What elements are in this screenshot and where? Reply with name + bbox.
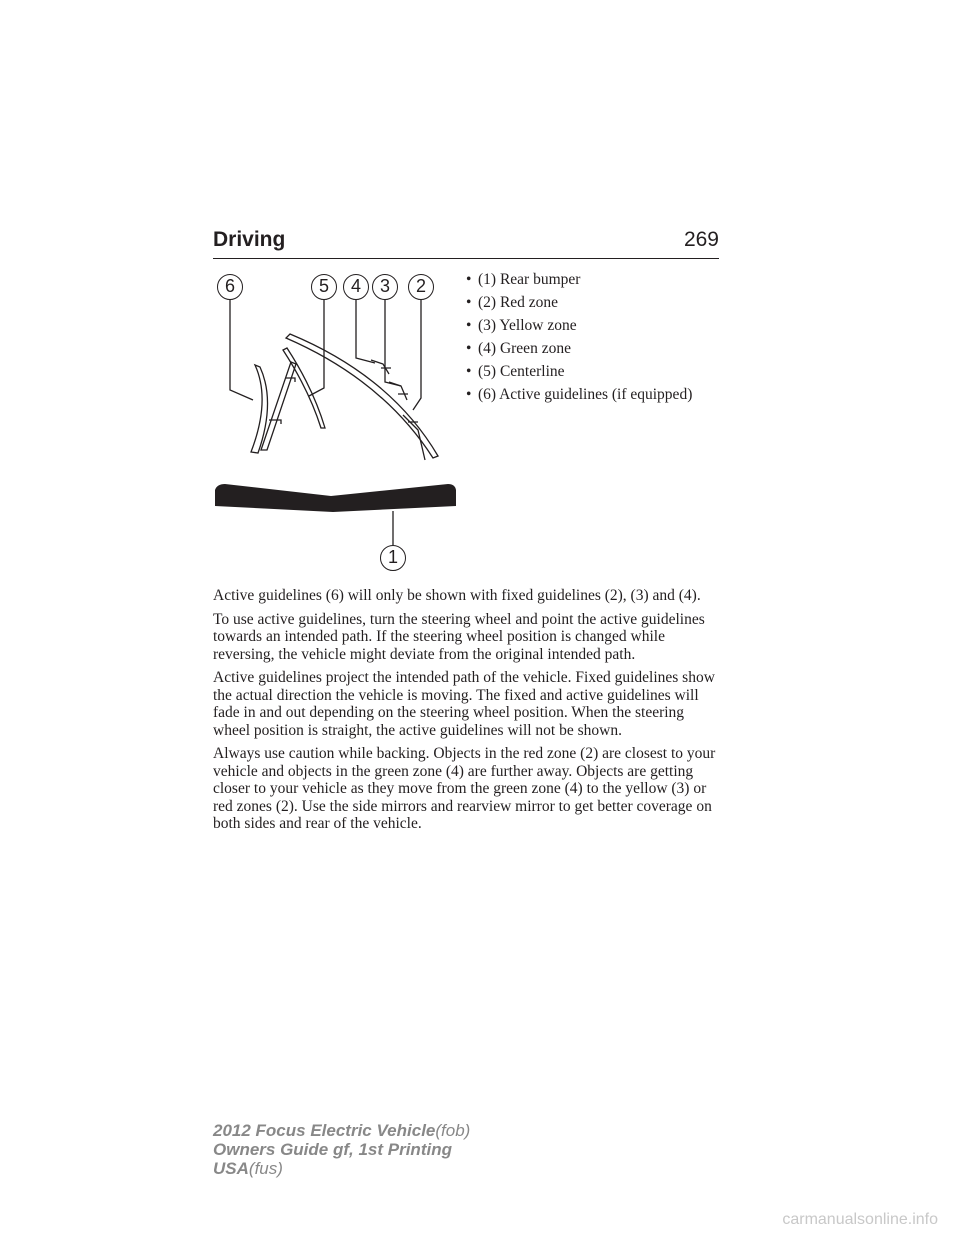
footer-market: USA bbox=[213, 1159, 249, 1178]
legend-item: • (2) Red zone bbox=[466, 294, 559, 311]
rear-camera-guidelines-figure bbox=[213, 270, 458, 575]
rear-bumper-1 bbox=[215, 484, 456, 512]
leader-2 bbox=[413, 298, 421, 410]
leader-5 bbox=[309, 298, 324, 396]
legend-item: • (6) Active guidelines (if equipped) bbox=[466, 386, 693, 403]
callout-2: 2 bbox=[408, 274, 434, 300]
footer-model-code: (fob) bbox=[435, 1121, 471, 1140]
leader-4 bbox=[356, 298, 375, 363]
callout-5: 5 bbox=[311, 274, 337, 300]
footer-guide: Owners Guide gf, 1st Printing bbox=[213, 1140, 452, 1159]
legend-item: • (5) Centerline bbox=[466, 363, 565, 380]
page-number: 269 bbox=[683, 228, 719, 251]
watermark: carmanualsonline.info bbox=[782, 1211, 938, 1228]
paragraph: To use active guidelines, turn the steering wheel and point the active guidelines towards an intended path. If the steering wheel position is changed while reversing, the vehicle might deviate from the original intended path. bbox=[213, 610, 705, 663]
inner-guideline-ticks bbox=[381, 368, 418, 422]
callout-3: 3 bbox=[372, 274, 398, 300]
callout-1: 1 bbox=[380, 545, 406, 571]
print-footer bbox=[213, 1121, 470, 1178]
paragraph: Active guidelines (6) will only be shown with fixed guidelines (2), (3) and (4). bbox=[213, 587, 701, 604]
legend-item: • (1) Rear bumper bbox=[466, 271, 581, 288]
paragraph: Active guidelines project the intended path of the vehicle. Fixed guidelines show the actual direction the vehicle is moving. The fixed and active guidelines will fade in and out depending on the steering wheel position. When the steering wheel position is straight, the active guidelines will not be shown. bbox=[213, 669, 715, 739]
callout-4: 4 bbox=[343, 274, 369, 300]
footer-market-code: (fus) bbox=[248, 1159, 283, 1178]
paragraph: Always use caution while backing. Objects in the red zone (2) are closest to your vehicle and objects in the green zone (4) are further away. Objects are getting closer to your vehicle as they move from the green zone (4) to the yellow (3) or red zones (2). Use the side mirrors and rearview mirror to get better coverage on both sides and rear of the vehicle. bbox=[213, 745, 716, 832]
section-title: Driving bbox=[213, 228, 286, 251]
legend-item: • (3) Yellow zone bbox=[466, 317, 577, 334]
legend-item: • (4) Green zone bbox=[466, 340, 571, 357]
leader-6 bbox=[230, 298, 253, 400]
body-text bbox=[213, 587, 723, 839]
left-fixed-guideline bbox=[261, 362, 296, 450]
header-rule bbox=[213, 258, 719, 259]
centerline-5 bbox=[283, 348, 325, 428]
guidelines-illustration bbox=[213, 270, 458, 575]
page-header bbox=[213, 228, 719, 252]
callout-6: 6 bbox=[217, 274, 243, 300]
footer-model: 2012 Focus Electric Vehicle bbox=[213, 1121, 436, 1140]
leader-3 bbox=[385, 298, 401, 386]
figure-legend bbox=[466, 270, 692, 408]
